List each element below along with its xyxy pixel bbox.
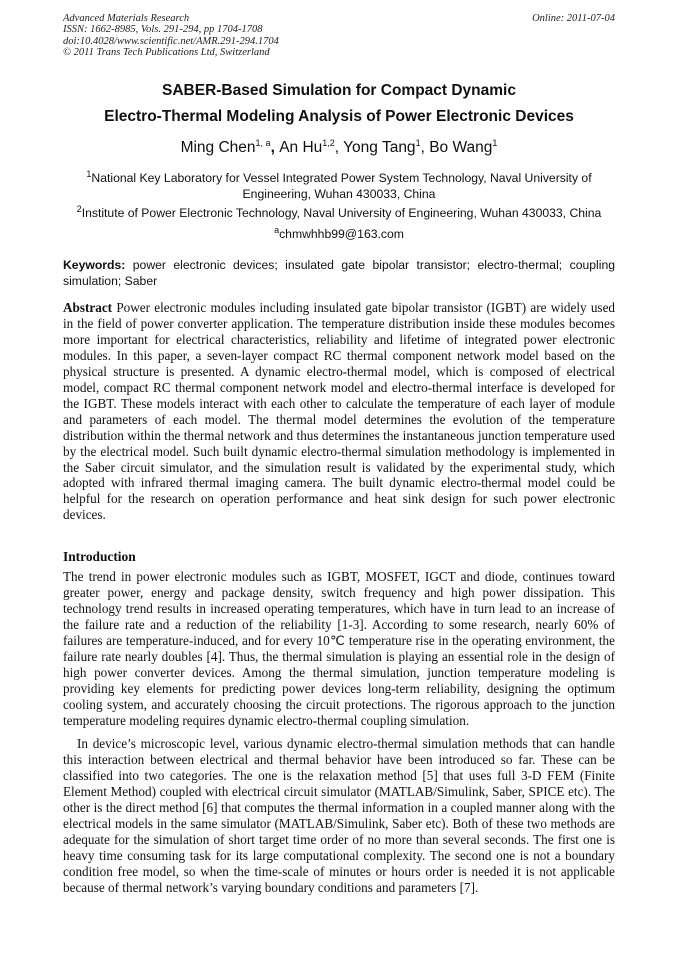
email-mark: a	[274, 225, 280, 235]
author-separator: ,	[270, 139, 280, 157]
copyright-line: © 2011 Trans Tech Publications Ltd, Switzerland	[63, 46, 270, 58]
author-affiliation-mark: 1	[415, 138, 421, 148]
abstract	[63, 300, 615, 523]
introduction-paragraph-2: In device’s microscopic level, various dynamic electro-thermal simulation methods that can handle this interaction between electrical and thermal behavior have been introduced so far. These can be classified into two categories. The one is the relaxation method [5] that uses full 3-D FEM (Finite Element Method) coupled with electrical circuit simulator (MATLAB/Simulink, Saber, SPICE etc). The other is the direct method [6] that computes the thermal information in a coupled manner along with the electrical models in the same simulator (MATLAB/Simulink, Saber etc). Both of these two methods are adequate for the simulation of short target time order of no more than several seconds. The first one is heavy time consuming task for its large computational complexity. The second one is not a boundary condition free model, so when the time-scale of minutes or hours order is needed it is not applicable because of thermal network’s varying boundary conditions and parameters [7].	[63, 736, 615, 895]
author-affiliation-mark: 1,2	[322, 138, 335, 148]
author-separator: ,	[420, 139, 430, 157]
author-list	[40, 138, 638, 157]
affiliation-text: Institute of Power Electronic Technology, Naval University of Engineering, Wuhan 430033, China	[81, 206, 602, 221]
introduction-paragraph-1: The trend in power electronic modules such as IGBT, MOSFET, IGCT and diode, continues toward greater power, energy and package density, switch frequency and high power dissipation. This technology trend results in increased operating temperatures, which have in turn lead to an increase of the failure rate and a reduction of the reliability [1-3]. According to some research, nearly 60% of failures are temperature-induced, and for every 10℃ temperature rise in the operating environment, the failure rate nearly doubles [4]. Thus, the thermal simulation is playing an essential role in the design of high power converter devices. Among the thermal simulation, junction temperature modeling is providing key elements for predicting power devices long-term reliability, designing the optimum cooling system, and accurately choosing the circuit protections. The rigorous approach to the junction temperature modeling requires dynamic electro-thermal coupling simulation.	[63, 569, 615, 728]
affiliation-2	[60, 201, 618, 221]
affiliation-mark: 2	[76, 204, 82, 214]
journal-info	[63, 13, 279, 58]
author-affiliation-mark: 1	[492, 138, 498, 148]
abstract-text: Power electronic modules including insulated gate bipolar transistor (IGBT) are widely used in the field of power converter application. The temperature distribution inside these modules becomes more important for electrical characteristics, reliability and lifetime of integrated power electronic modules. In this paper, a seven-layer compact RC thermal component network model based on the physical structure is presented. A dynamic electro-thermal model, which is composed of electrical model, compact RC thermal component network model and electro-thermal interface is developed for the IGBT. These models interact with each other to calculate the temperature of each layer of module and parameters of each model. The thermal model determines the evolution of the temperature distribution within the thermal network and thus determines the instantaneous junction temperature used by the electrical model. Such built dynamic electro-thermal simulation methodology is implemented in the Saber circuit simulator, and the simulation result is validated by the experimental study, which adopted with infrared thermal imaging camera. The built dynamic electro-thermal model could be helpful for the research on operation performance and heat sink design for such power electronic devices.	[63, 300, 616, 523]
abstract-label: Abstract	[63, 300, 113, 315]
paper-title-line-2: Electro-Thermal Modeling Analysis of Power Electronic Devices	[104, 108, 574, 125]
email-text: chmwhhb99@163.com	[279, 227, 404, 242]
author-name: Yong Tang	[343, 139, 416, 157]
section-heading-introduction: Introduction	[63, 549, 136, 564]
keywords-label: Keywords:	[63, 258, 126, 272]
author-name: Bo Wang	[429, 139, 493, 157]
affiliation-1	[60, 166, 618, 202]
author-name: Ming Chen	[180, 139, 256, 157]
keywords-text: power electronic devices; insulated gate bipolar transistor; electro-thermal; coupling simulation; Saber	[63, 258, 615, 288]
journal-name: Advanced Materials Research	[63, 13, 190, 24]
online-date: Online: 2011-07-04	[532, 13, 615, 24]
author-separator: ,	[334, 139, 344, 157]
affiliation-text: National Key Laboratory for Vessel Integrated Power System Technology, Naval University of Engineering, Wuhan 430033, China	[91, 171, 592, 202]
contact-email	[60, 222, 618, 242]
issn-line: ISSN: 1662-8985, Vols. 291-294, pp 1704-1708	[63, 24, 263, 36]
author-name: An Hu	[279, 139, 323, 157]
author-affiliation-mark: 1, a	[255, 138, 271, 148]
keywords	[63, 258, 615, 289]
paper-title-line-1: SABER-Based Simulation for Compact Dynamic	[162, 82, 516, 99]
affiliation-mark: 1	[86, 169, 92, 179]
doi-line: doi:10.4028/www.scientific.net/AMR.291-294.1704	[63, 35, 279, 47]
